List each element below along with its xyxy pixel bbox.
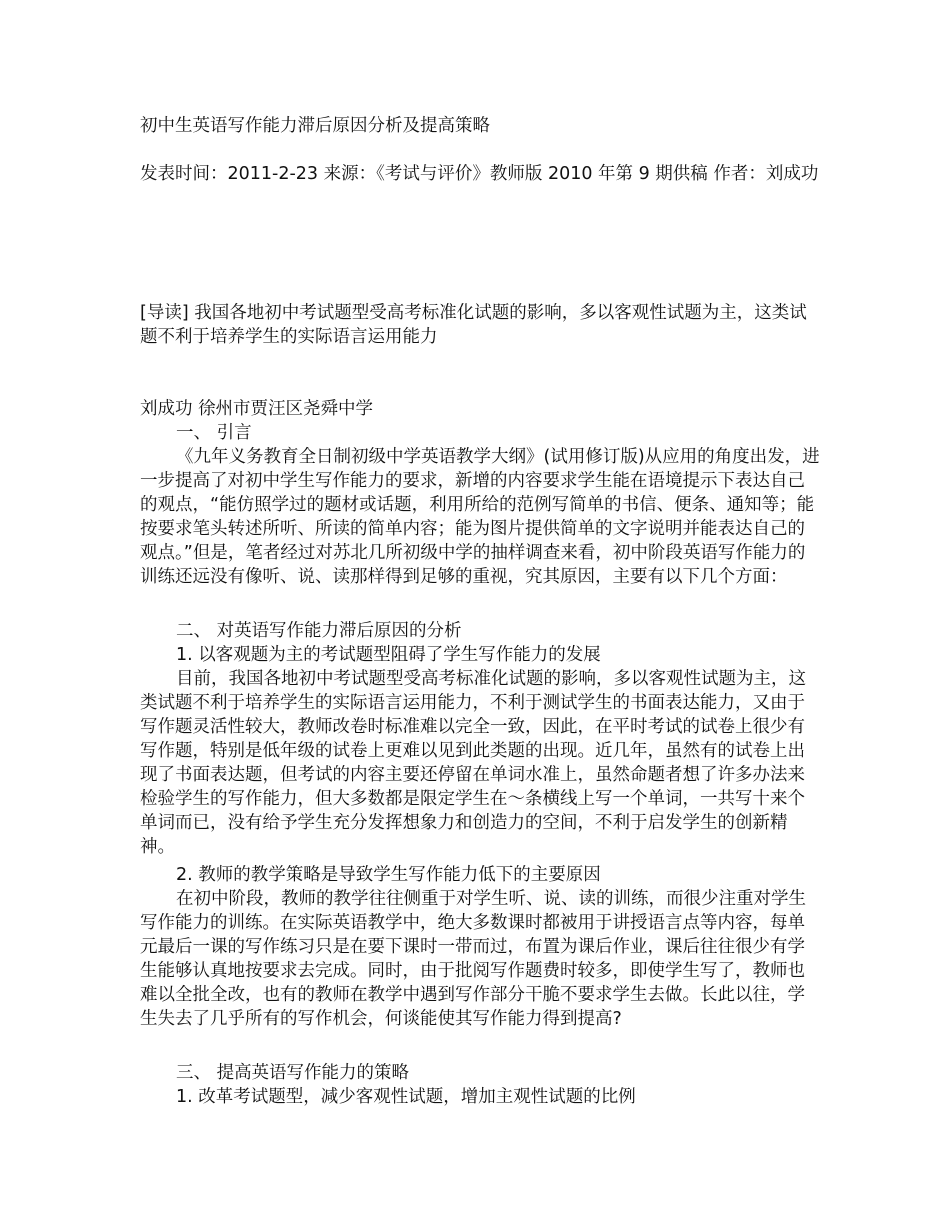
section-heading: 一、 引言 (176, 423, 252, 443)
author-line: 刘成功 徐州市贾汪区尧舜中学 (140, 399, 374, 419)
paragraph: 《九年义务教育全日制初级中学英语教学大纲》(试用修订版)从应用的角度出发，进一步提高了对初中学生写作能力的要求，新增的内容要求学生能在语境提示下表达自己的观点，“能仿照学过的题材或话题，利用所给的范例写简单的书信、便条、通知等；能按要求笔头转述所听、所读的简单内容；能为图片提供简单的文字说明并能表达自己的观点。”但是，笔者经过对苏北几所初级中学的抽样调查来看，初中阶段英语写作能力的训练还远没有像听、说、读那样得到足够的重视，究其原因，主要有以下几个方面： (140, 447, 820, 587)
paragraph: 目前，我国各地初中考试题型受高考标准化试题的影响，多以客观性试题为主，这类试题不利于培养学生的实际语言运用能力，不利于测试学生的书面表达能力，又由于写作题灵活性较大，教师改卷时标准难以完全一致，因此，在平时考试的试卷上很少有写作题，特别是低年级的试卷上更难以见到此类题的出现。近几年，虽然有的试卷上出现了书面表达题，但考试的内容主要还停留在单词水准上，虽然命题者想了许多办法来检验学生的写作能力，但大多数都是限定学生在～条横线上写一个单词，一共写十来个单词而已，没有给予学生充分发挥想象力和创造力的空间，不利于启发学生的创新精神。 (140, 669, 806, 857)
document-title: 初中生英语写作能力滞后原因分析及提高策略 (140, 116, 490, 136)
subsection-heading: 2. 教师的教学策略是导致学生写作能力低下的主要原因 (176, 865, 601, 885)
publication-meta: 发表时间：2011-2-23 来源：《考试与评价》教师版 2010 年第 9 期供稿 作者：刘成功 (140, 164, 819, 184)
section-heading: 二、 对英语写作能力滞后原因的分析 (176, 621, 462, 641)
paragraph: 在初中阶段，教师的教学往往侧重于对学生听、说、读的训练，而很少注重对学生写作能力的训练。在实际英语教学中，绝大多数课时都被用于讲授语言点等内容，每单元最后一课的写作练习只是在要下课时一带而过，布置为课后作业，课后往往很少有学生能够认真地按要求去完成。同时，由于批阅写作题费时较多，即使学生写了，教师也难以全批全改，也有的教师在教学中遇到写作部分干脆不要求学生去做。长此以往，学生失去了几乎所有的写作机会，何谈能使其写作能力得到提高? (140, 889, 806, 1029)
intro-lead: [导读] 我国各地初中考试题型受高考标准化试题的影响，多以客观性试题为主，这类试题不利于培养学生的实际语言运用能力 (140, 303, 807, 347)
section-heading: 三、 提高英语写作能力的策略 (176, 1063, 410, 1083)
subsection-heading: 1. 改革考试题型，减少客观性试题，增加主观性试题的比例 (176, 1087, 636, 1107)
subsection-heading: 1. 以客观题为主的考试题型阻碍了学生写作能力的发展 (176, 645, 601, 665)
